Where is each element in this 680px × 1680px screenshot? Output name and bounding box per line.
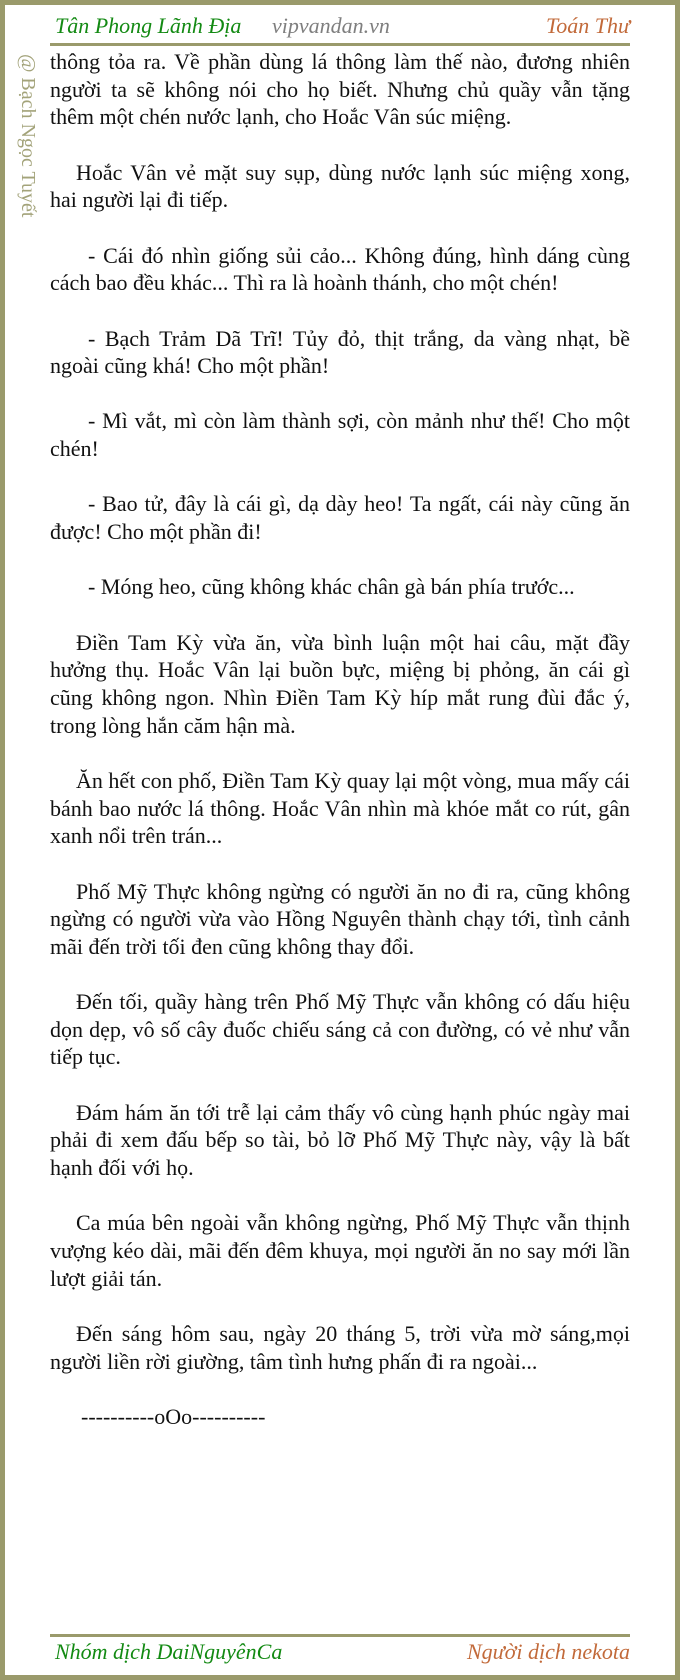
dialog-line: - Mì vắt, mì còn làm thành sợi, còn mảnh như thế! Cho một chén! bbox=[50, 408, 630, 462]
dialog-line: - Bao tử, đây là cái gì, dạ dày heo! Ta ngất, cái này cũng ăn được! Cho một phần đi! bbox=[50, 491, 630, 545]
site-name: vipvandan.vn bbox=[272, 13, 390, 38]
book-page bbox=[5, 5, 675, 1675]
paragraph: Đến sáng hôm sau, ngày 20 tháng 5, trời vừa mờ sáng,mọi người liền rời giường, tâm tình hưng phấn đi ra ngoài... bbox=[50, 1320, 630, 1374]
translator-name: Người dịch nekota bbox=[466, 1639, 630, 1664]
dialog-line: - Bạch Trảm Dã Trĩ! Tủy đỏ, thịt trắng, da vàng nhạt, bề ngoài cũng khá! Cho một phần! bbox=[50, 325, 630, 379]
dialog-line: - Cái đó nhìn giống sủi cảo... Không đúng, hình dáng cùng cách bao đều khác... Thì ra là hoành thánh, cho một chén! bbox=[50, 242, 630, 296]
book-title: Tân Phong Lãnh Địa bbox=[55, 13, 242, 38]
paragraph: Hoắc Vân vẻ mặt suy sụp, dùng nước lạnh súc miệng xong, hai người lại đi tiếp. bbox=[50, 159, 630, 213]
chapter-body bbox=[50, 48, 630, 1431]
paragraph: Ăn hết con phố, Điền Tam Kỳ quay lại một vòng, mua mấy cái bánh bao nước lá thông. Hoắc Vân nhìn mà khóe mắt co rút, gân xanh nổi trên trán... bbox=[50, 767, 630, 849]
dialog-line: - Móng heo, cũng không khác chân gà bán phía trước... bbox=[88, 574, 575, 600]
paragraph: Phố Mỹ Thực không ngừng có người ăn no đi ra, cũng không ngừng có người vừa vào Hồng Nguyên thành chạy tới, tình cảnh mãi đến trời tối đen cũng không thay đổi. bbox=[50, 878, 630, 959]
section-separator: ----------oOo---------- bbox=[81, 1403, 266, 1429]
page-footer bbox=[50, 1639, 630, 1671]
paragraph: thông tỏa ra. Về phần dùng lá thông làm thế nào, đương nhiên người ta sẽ không nói cho họ biết. Nhưng chủ quầy vẫn tặng thêm một chén nước lạnh, cho Hoắc Vân súc miệng. bbox=[50, 49, 630, 130]
page-header bbox=[50, 11, 630, 45]
paragraph: Ca múa bên ngoài vẫn không ngừng, Phố Mỹ Thực vẫn thịnh vượng kéo dài, mãi đến đêm khuya, mọi người ăn no say mới lần lượt giải tán. bbox=[50, 1210, 630, 1291]
author-name: Toán Thư bbox=[546, 13, 630, 38]
paragraph: Đến tối, quầy hàng trên Phố Mỹ Thực vẫn không có dấu hiệu dọn dẹp, vô số cây đuốc chiếu sáng cả con đường, có vẻ như vẫn tiếp tục. bbox=[50, 989, 630, 1070]
translation-group: Nhóm dịch DaiNguyênCa bbox=[55, 1639, 283, 1664]
side-credit: @ Bạch Ngọc Tuyết bbox=[17, 54, 39, 218]
paragraph: Đám hám ăn tới trễ lại cảm thấy vô cùng hạnh phúc ngày mai phải đi xem đấu bếp so tài, bỏ lỡ Phố Mỹ Thực này, vậy là bất hạnh đối với họ. bbox=[50, 1099, 630, 1181]
paragraph: Điền Tam Kỳ vừa ăn, vừa bình luận một hai câu, mặt đầy hưởng thụ. Hoắc Vân lại buồn bực, miệng bị phỏng, ăn cái gì cũng không ngon. Nhìn Điền Tam Kỳ híp mắt rung đùi đắc ý, trong lòng hắn căm hận mà. bbox=[50, 629, 630, 738]
footer-divider bbox=[50, 1634, 630, 1637]
header-divider bbox=[50, 43, 630, 46]
